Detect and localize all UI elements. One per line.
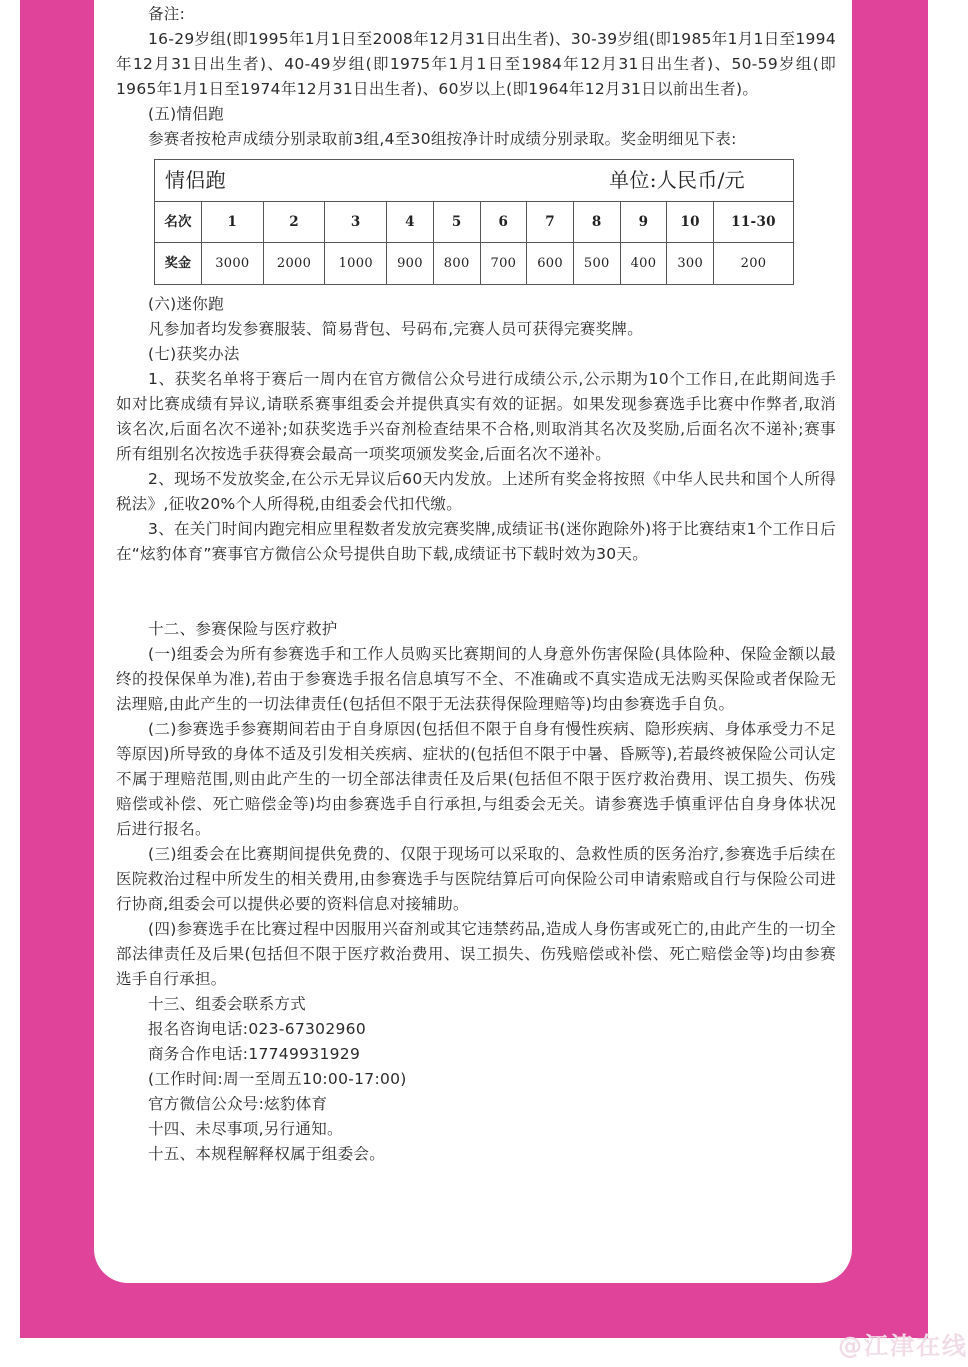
contact-heading: 十三、组委会联系方式 <box>148 995 307 1013</box>
insurance-p2: (二)参赛选手参赛期间若由于自身原因(包括但不限于自身有慢性疾病、隐形疾病、身体承受力不足等原因)所导致的身体不适及引发相关疾病、症状的(包括但不限于中暑、昏厥等),若最终被保险公司认定不属于理赔范围,则由此产生的一切全部法律责任及后果(包括但不限于医疗救治费用、误工损失、伤残赔偿或补偿、死亡赔偿金等)均由参赛选手自行承担,与组委会无关。请参赛选手慎重评估自身身体状况后进行报名。 <box>116 720 836 838</box>
prize-table <box>154 159 794 285</box>
rank-cell: 5 <box>433 202 480 243</box>
mini-run-text: 凡参加者均发参赛服装、简易背包、号码布,完赛人员可获得完赛奖牌。 <box>148 320 644 338</box>
document-body <box>116 2 836 1167</box>
prize-cell: 700 <box>480 243 527 285</box>
couple-run-heading: (五)情侣跑 <box>148 105 224 123</box>
prize-cell: 800 <box>433 243 480 285</box>
couple-run-text: 参赛者按枪声成绩分别录取前3组,4至30组按净计时成绩分别录取。奖金明细见下表: <box>148 130 737 148</box>
prize-cell: 400 <box>620 243 667 285</box>
award-method-heading: (七)获奖办法 <box>148 345 240 363</box>
prize-cell: 1000 <box>325 243 387 285</box>
award-method-p2: 2、现场不发放奖金,在公示无异议后60天内发放。上述所有奖金将按照《中华人民共和国个人所得税法》,征收20%个人所得税,由组委会代扣代缴。 <box>116 470 836 513</box>
award-method-p3: 3、在关门时间内跑完相应里程数者发放完赛奖牌,成绩证书(迷你跑除外)将于比赛结束1个工作日后在“炫豹体育”赛事官方微信公众号提供自助下载,成绩证书下载时效为30天。 <box>116 520 836 563</box>
rank-cell: 9 <box>620 202 667 243</box>
prize-cell: 3000 <box>202 243 264 285</box>
rank-cell: 10 <box>667 202 714 243</box>
prize-table-header <box>155 160 794 202</box>
rank-label: 名次 <box>155 202 202 243</box>
insurance-p3: (三)组委会在比赛期间提供免费的、仅限于现场可以采取的、急救性质的医务治疗,参赛选手后续在医院救治过程中所发生的相关费用,由参赛选手与医院结算后可向保险公司申请索赔或自行与保险公司进行协商,组委会可以提供必要的资料信息对接辅助。 <box>116 845 836 913</box>
rank-cell: 2 <box>263 202 325 243</box>
insurance-heading: 十二、参赛保险与医疗救护 <box>148 620 338 638</box>
rank-cell: 7 <box>527 202 574 243</box>
mini-run-heading: (六)迷你跑 <box>148 295 224 313</box>
prize-row <box>155 243 794 285</box>
item-14: 十四、未尽事项,另行通知。 <box>148 1120 343 1138</box>
contact-hours: (工作时间:周一至周五10:00-17:00) <box>148 1070 407 1088</box>
contact-signup-phone: 报名咨询电话:023-67302960 <box>148 1020 366 1038</box>
watermark: @江津在线 <box>838 1332 968 1360</box>
rank-row <box>155 202 794 243</box>
notes-label: 备注: <box>148 5 186 23</box>
insurance-p4: (四)参赛选手在比赛过程中因服用兴奋剂或其它违禁药品,造成人身伤害或死亡的,由此产生的一切全部法律责任及后果(包括但不限于医疗救治费用、误工损失、伤残赔偿或补偿、死亡赔偿金等)均由参赛选手自行承担。 <box>116 920 836 988</box>
prize-table-title: 情侣跑 <box>165 168 226 192</box>
rank-cell: 1 <box>202 202 264 243</box>
prize-label: 奖金 <box>155 243 202 285</box>
rank-cell: 11-30 <box>714 202 794 243</box>
prize-cell: 200 <box>714 243 794 285</box>
rank-cell: 6 <box>480 202 527 243</box>
notes-text: 16-29岁组(即1995年1月1日至2008年12月31日出生者)、30-39岁组(即1985年1月1日至1994年12月31日出生者)、40-49岁组(即1975年1月1日至1984年12月31日出生者)、50-59岁组(即1965年1月1日至1974年12月31日出生者)、60岁以上(即1964年12月31日以前出生者)。 <box>116 30 836 98</box>
rank-cell: 3 <box>325 202 387 243</box>
contact-business-phone: 商务合作电话:17749931929 <box>148 1045 361 1063</box>
prize-cell: 500 <box>573 243 620 285</box>
prize-table-unit: 单位:人民币/元 <box>609 168 745 192</box>
rank-cell: 8 <box>573 202 620 243</box>
prize-cell: 600 <box>527 243 574 285</box>
prize-cell: 900 <box>387 243 434 285</box>
rank-cell: 4 <box>387 202 434 243</box>
prize-cell: 2000 <box>263 243 325 285</box>
award-method-p1: 1、获奖名单将于赛后一周内在官方微信公众号进行成绩公示,公示期为10个工作日,在此期间选手如对比赛成绩有异议,请联系赛事组委会并提供真实有效的证据。如果发现参赛选手比赛中作弊者,取消该名次,后面名次不递补;如获奖选手兴奋剂检查结果不合格,则取消其名次及奖励,后面名次不递补;赛事所有组别名次按选手获得赛会最高一项奖项颁发奖金,后面名次不递补。 <box>116 370 836 463</box>
section-gap <box>116 567 836 617</box>
contact-wechat: 官方微信公众号:炫豹体育 <box>148 1095 328 1113</box>
insurance-p1: (一)组委会为所有参赛选手和工作人员购买比赛期间的人身意外伤害保险(具体险种、保险金额以最终的投保保单为准),若由于参赛选手报名信息填写不全、不准确或不真实造成无法购买保险或者保险无法理赔,由此产生的一切法律责任(包括但不限于无法获得保险理赔等)均由参赛选手自负。 <box>116 645 836 713</box>
prize-cell: 300 <box>667 243 714 285</box>
item-15: 十五、本规程解释权属于组委会。 <box>148 1145 386 1163</box>
